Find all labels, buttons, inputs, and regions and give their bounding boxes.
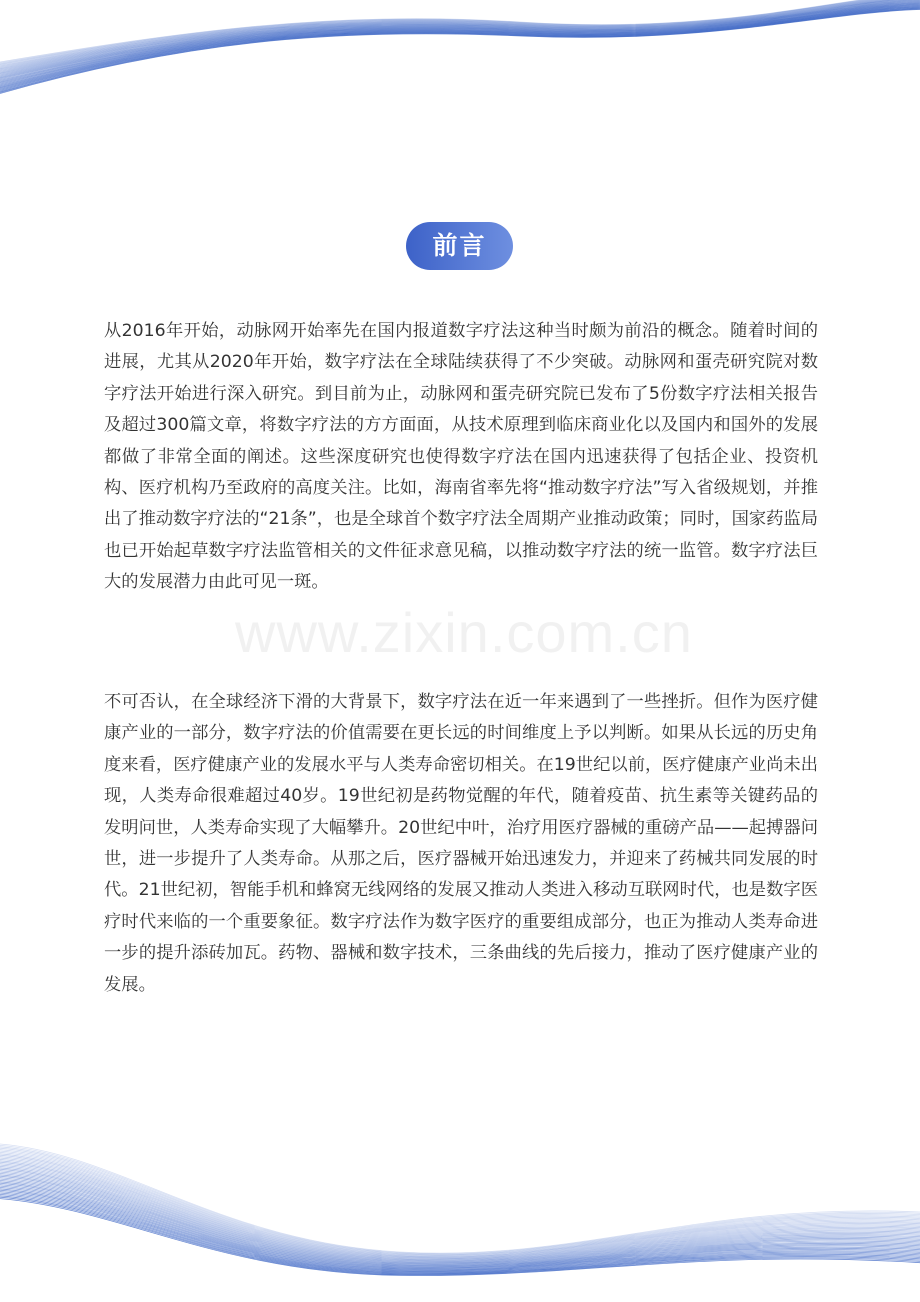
wave-line: [0, 0, 920, 66]
wave-line: [0, 8, 920, 90]
wave-line: [0, 0, 920, 76]
wave-line: [0, 1175, 920, 1266]
wave-line: [0, 1148, 920, 1255]
wave-line: [0, 0, 920, 72]
wave-line: [0, 1155, 920, 1257]
wave-line: [0, 0, 920, 63]
wave-line: [0, 1180, 920, 1268]
wave-line: [0, 1196, 920, 1275]
wave-line: [0, 1152, 920, 1256]
wave-line: [0, 1190, 920, 1272]
wave-line: [0, 1186, 920, 1270]
wave-line: [0, 1187, 920, 1270]
wave-line: [0, 7, 920, 89]
wave-line: [0, 0, 920, 70]
page-title: 前言: [406, 222, 513, 270]
wave-line: [0, 4, 920, 83]
wave-line: [0, 1144, 920, 1253]
wave-line: [0, 1176, 920, 1266]
wave-line: [0, 2, 920, 80]
wave-line: [0, 1159, 920, 1259]
wave-line: [0, 1164, 920, 1262]
wave-line: [0, 0, 920, 71]
wave-line: [0, 1, 920, 78]
wave-line: [0, 5, 920, 85]
wave-line: [0, 1162, 920, 1260]
wave-line: [0, 7, 920, 89]
wave-line: [0, 0, 920, 69]
wave-line: [0, 0, 920, 74]
wave-line: [0, 0, 920, 65]
wave-line: [0, 0, 920, 73]
wave-line: [0, 1165, 920, 1262]
wave-line: [0, 1145, 920, 1253]
wave-line: [0, 0, 920, 75]
wave-line: [0, 9, 920, 93]
wave-line: [0, 4, 920, 84]
watermark: www.zixin.com.cn: [235, 601, 693, 664]
wave-line: [0, 3, 920, 82]
wave-line: [0, 1171, 920, 1264]
wave-line: [0, 0, 920, 76]
wave-line: [0, 2, 920, 80]
wave-line: [0, 6, 920, 87]
wave-line: [0, 6, 920, 87]
wave-line: [0, 9, 920, 92]
wave-line: [0, 1183, 920, 1269]
wave-line: [0, 1161, 920, 1260]
wave-line: [0, 1157, 920, 1259]
wave-line: [0, 0, 920, 68]
wave-line: [0, 1150, 920, 1256]
wave-line: [0, 1173, 920, 1265]
wave-line: [0, 1168, 920, 1263]
wave-line: [0, 1199, 920, 1276]
wave-line: [0, 1147, 920, 1254]
wave-line: [0, 3, 920, 81]
wave-line: [0, 1189, 920, 1272]
wave-line: [0, 1158, 920, 1259]
wave-line: [0, 1, 920, 78]
wave-line: [0, 1172, 920, 1265]
wave-line: [0, 1194, 920, 1273]
wave-line: [0, 1185, 920, 1270]
paragraph-1: 从2016年开始，动脉网开始率先在国内报道数字疗法这种当时颇为前沿的概念。随着时间的进展，尤其从2020年开始，数字疗法在全球陆续获得了不少突破。动脉网和蛋壳研究院对数字疗法开始进行深入研究。到目前为止，动脉网和蛋壳研究院已发布了5份数字疗法相关报告及超过300篇文章，将数字疗法的方方面面，从技术原理到临床商业化以及国内和国外的发展都做了非常全面的阐述。这些深度研究也使得数字疗法在国内迅速获得了包括企业、投资机构、医疗机构乃至政府的高度关注。比如，海南省率先将“推动数字疗法”写入省级规划，并推出了推动数字疗法的“21条”，也是全球首个数字疗法全周期产业推动政策；同时，国家药监局也已开始起草数字疗法监管相关的文件征求意见稿，以推动数字疗法的统一监管。数字疗法巨大的发展潜力由此可见一斑。: [104, 321, 818, 593]
wave-line: [0, 1182, 920, 1269]
top-wave-decoration: [0, 0, 920, 110]
wave-line: [0, 1197, 920, 1275]
wave-line: [0, 5, 920, 85]
wave-line: [0, 0, 920, 62]
wave-line: [0, 1179, 920, 1267]
bottom-wave-decoration: [0, 1142, 920, 1302]
wave-line: [0, 0, 920, 67]
wave-line: [0, 0, 920, 67]
paragraph-2: 不可否认，在全球经济下滑的大背景下，数字疗法在近一年来遇到了一些挫折。但作为医疗健康产业的一部分，数字疗法的价值需要在更长远的时间维度上予以判断。如果从长远的历史角度来看，医疗健康产业的发展水平与人类寿命密切相关。在19世纪以前，医疗健康产业尚未出现，人类寿命很难超过40岁。19世纪初是药物觉醒的年代，随着疫苗、抗生素等关键药品的发明问世，人类寿命实现了大幅攀升。20世纪中叶，治疗用医疗器械的重磅产品——起搏器问世，进一步提升了人类寿命。从那之后，医疗器械开始迅速发力，并迎来了药械共同发展的时代。21世纪初，智能手机和蜂窝无线网络的发展又推动人类进入移动互联网时代，也是数字医疗时代来临的一个重要象征。数字疗法作为数字医疗的重要组成部分，也正为推动人类寿命进一步的提升添砖加瓦。药物、器械和数字技术，三条曲线的先后接力，推动了医疗健康产业的发展。: [104, 692, 818, 995]
wave-line: [0, 1154, 920, 1257]
wave-line: [0, 1169, 920, 1263]
wave-line: [0, 1192, 920, 1273]
wave-line: [0, 1178, 920, 1267]
wave-line: [0, 1193, 920, 1273]
wave-line: [0, 1166, 920, 1262]
wave-line: [0, 10, 920, 94]
wave-line: [0, 8, 920, 91]
wave-line: [0, 1151, 920, 1256]
wave-line: [0, 0, 920, 64]
